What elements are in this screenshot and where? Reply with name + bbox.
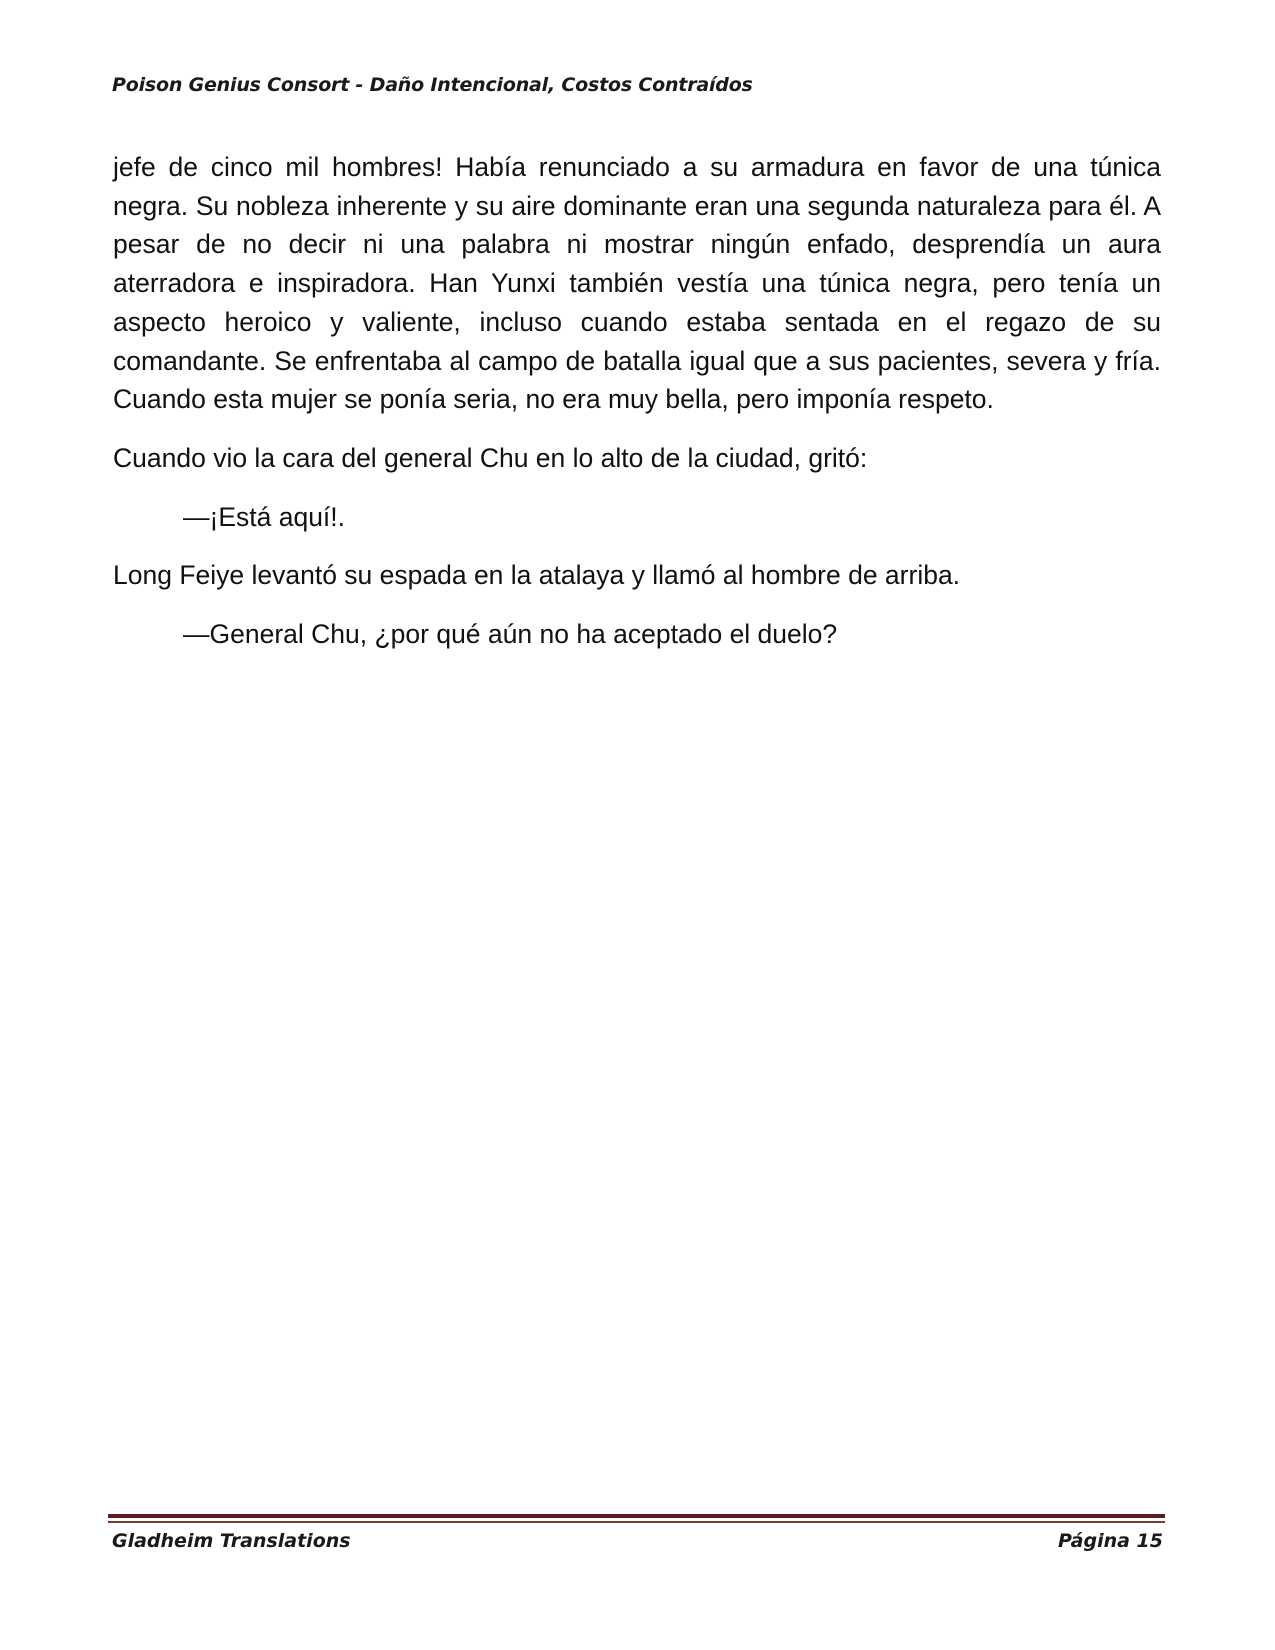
- paragraph: Cuando vio la cara del general Chu en lo alto de la ciudad, gritó:: [113, 442, 868, 473]
- page-number: Página 15: [1057, 1530, 1163, 1552]
- paragraph: jefe de cinco mil hombres! Había renunciado a su armadura en favor de una túnica negra. Su nobleza inherente y su aire dominante eran una segunda naturaleza para él. A pesar de no decir ni una palabra ni mostrar ningún enfado, desprendía un aura aterradora e inspiradora. Han Yunxi también vestía una túnica negra, pero tenía un aspecto heroico y valiente, incluso cuando estaba sentada en el regazo de su comandante. Se enfrentaba al campo de batalla igual que a sus pacientes, severa y fría. Cuando esta mujer se ponía seria, no era muy bella, pero imponía respeto.: [113, 152, 1161, 415]
- paragraph: Long Feiye levantó su espada en la atalaya y llamó al hombre de arriba.: [113, 560, 961, 591]
- dialogue-line: —¡Está aquí!.: [183, 501, 346, 532]
- running-header: Poison Genius Consort - Daño Intencional, Costos Contraídos: [112, 74, 753, 96]
- body-text: [113, 148, 1161, 674]
- footer-publisher: Gladheim Translations: [112, 1530, 351, 1552]
- footer-divider-thick: [108, 1514, 1165, 1518]
- dialogue-line: —General Chu, ¿por qué aún no ha aceptado el duelo?: [183, 619, 838, 650]
- footer-divider-thin: [108, 1521, 1165, 1523]
